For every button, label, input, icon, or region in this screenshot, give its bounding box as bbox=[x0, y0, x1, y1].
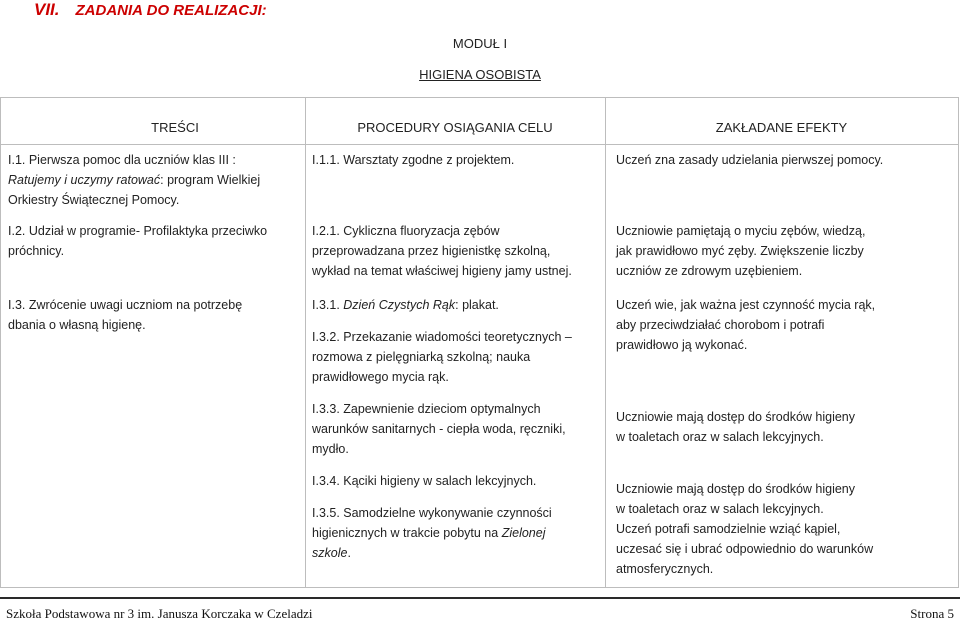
effect-line: jak prawidłowo myć zęby. Zwiększenie liczby bbox=[616, 244, 864, 258]
program-name: Ratujemy i uczymy ratować bbox=[8, 173, 161, 187]
footer-rule bbox=[0, 597, 960, 599]
row-2-procedures bbox=[312, 221, 602, 281]
place-name: Zielonej bbox=[501, 526, 546, 540]
row-2-content bbox=[8, 221, 300, 261]
content-line: I.3. Zwrócenie uwagi uczniom na potrzebę bbox=[8, 298, 243, 312]
procedure-line: I.3.5. Samodzielne wykonywanie czynności bbox=[312, 506, 552, 520]
procedure-line: I.2.1. Cykliczna fluoryzacja zębów bbox=[312, 224, 500, 238]
header-divider bbox=[0, 144, 959, 145]
column-header-procedures: PROCEDURY OSIĄGANIA CELU bbox=[357, 120, 553, 135]
effect-line: Uczniowie mają dostęp do środków higieny bbox=[616, 482, 856, 496]
section-number: VII. bbox=[34, 0, 60, 19]
row-3-effects bbox=[616, 295, 956, 579]
procedure-line: mydło. bbox=[312, 442, 349, 456]
effect-line: atmosferycznych. bbox=[616, 562, 714, 576]
event-name: Dzień Czystych Rąk bbox=[343, 298, 456, 312]
procedure-line: I.3.3. Zapewnienie dzieciom optymalnych bbox=[312, 402, 541, 416]
effect-line: uczesać się i ubrać odpowiednio do warunków bbox=[616, 542, 874, 556]
content-line: dbania o własną higienę. bbox=[8, 318, 146, 332]
module-subtitle: HIGIENA OSOBISTA bbox=[419, 67, 541, 82]
effect-line: aby przeciwdziałać chorobom i potrafi bbox=[616, 318, 825, 332]
section-title: ZADANIA DO REALIZACJI: bbox=[75, 2, 267, 19]
column-header-content: TREŚCI bbox=[151, 120, 199, 135]
column-header-effects: ZAKŁADANE EFEKTY bbox=[715, 120, 848, 135]
column-divider bbox=[605, 97, 606, 588]
procedure-line: I.3.4. Kąciki higieny w salach lekcyjnych. bbox=[312, 474, 537, 488]
row-3-content bbox=[8, 295, 300, 335]
footer-page-number: Strona 5 bbox=[910, 606, 954, 621]
effect-line: w toaletach oraz w salach lekcyjnych. bbox=[616, 502, 824, 516]
content-line: I.2. Udział w programie- Profilaktyka przeciwko bbox=[8, 224, 268, 238]
procedure-line: warunków sanitarnych - ciepła woda, ręczniki, bbox=[312, 422, 566, 436]
effect-line: w toaletach oraz w salach lekcyjnych. bbox=[616, 430, 824, 444]
effect-line: Uczeń wie, jak ważna jest czynność mycia rąk, bbox=[616, 298, 876, 312]
effect-line: Uczniowie mają dostęp do środków higieny bbox=[616, 410, 856, 424]
table-bottom-border bbox=[0, 587, 959, 588]
procedure-line: I.3.2. Przekazanie wiadomości teoretycznych – bbox=[312, 330, 572, 344]
section-heading bbox=[34, 0, 267, 20]
row-2-effects bbox=[616, 221, 956, 281]
procedure-line: prawidłowego mycia rąk. bbox=[312, 370, 449, 384]
footer-school: Szkoła Podstawowa nr 3 im. Janusza Korczaka w Czeladzi bbox=[6, 606, 313, 621]
column-divider bbox=[305, 97, 306, 588]
content-line: Orkiestry Świątecznej Pomocy. bbox=[8, 193, 180, 207]
row-1-effects bbox=[616, 150, 956, 170]
effect-line: Uczniowie pamiętają o myciu zębów, wiedzą, bbox=[616, 224, 866, 238]
content-line: próchnicy. bbox=[8, 244, 65, 258]
effect-line: uczniów ze zdrowym uzębieniem. bbox=[616, 264, 803, 278]
procedure-line: przeprowadzana przez higienistkę szkolną, bbox=[312, 244, 551, 258]
module-title: MODUŁ I bbox=[452, 36, 508, 51]
effect-line: prawidłowo ją wykonać. bbox=[616, 338, 748, 352]
procedure-line: I.1.1. Warsztaty zgodne z projektem. bbox=[312, 153, 515, 167]
content-line: : program Wielkiej bbox=[160, 173, 261, 187]
table-right-border bbox=[958, 97, 959, 588]
procedure-line: wykład na temat właściwej higieny jamy ustnej. bbox=[312, 264, 572, 278]
effect-line: Uczeń zna zasady udzielania pierwszej pomocy. bbox=[616, 153, 884, 167]
row-1-procedures bbox=[312, 150, 602, 170]
row-3-procedures: I.3.1. Dzień Czystych Rąk: plakat. I.3.2. Przekazanie wiadomości teoretycznych – rozmowa z pielęgniarką szkolną; nauka prawidłowego mycia rąk. I.3.3. Zapewnienie dzieciom optymalnych warunków sanitarnych - ciepła woda, ręczniki, mydło. I.3.4. Kąciki higieny w salach lekcyjnych. I.3.5. Samodzielne wykonywanie czynności higienicznych w trakcie pobytu na Zielonej szkole. bbox=[312, 295, 602, 563]
place-name: szkole bbox=[312, 546, 348, 560]
effect-line: Uczeń potrafi samodzielnie wziąć kąpiel, bbox=[616, 522, 841, 536]
content-line: I.1. Pierwsza pomoc dla uczniów klas III : bbox=[8, 153, 236, 167]
procedure-line: rozmowa z pielęgniarką szkolną; nauka bbox=[312, 350, 531, 364]
row-1-content bbox=[8, 150, 300, 210]
procedure-item-1: I.3.1. Dzień Czystych Rąk: plakat. bbox=[312, 298, 499, 312]
